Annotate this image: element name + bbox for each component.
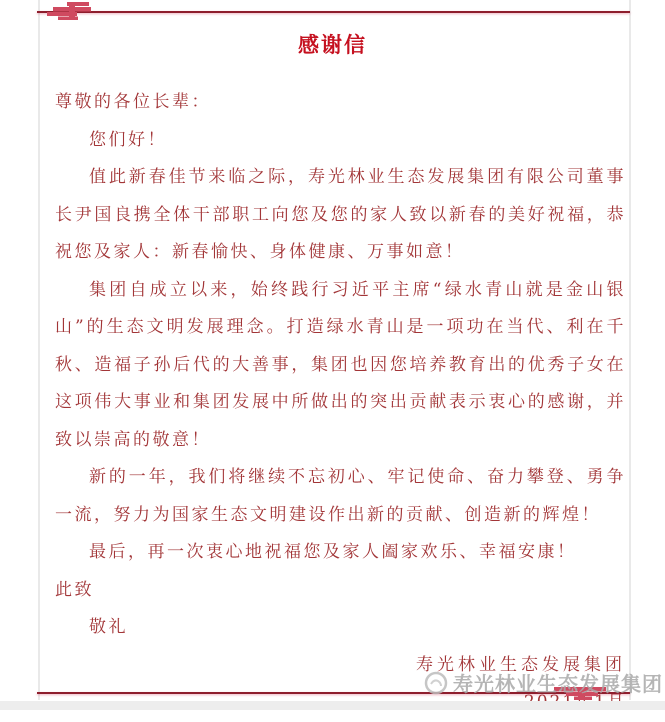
page-left-edge bbox=[38, 0, 40, 700]
signature: 寿光林业生态发展集团 bbox=[416, 654, 626, 675]
closing-cizhi: 此致 bbox=[55, 579, 94, 600]
paragraph-new-year-wishes: 值此新春佳节来临之际，寿光林业生态发展集团有限公司董事长尹国良携全体干部职工向您及您的家人致以新春的美好祝福，恭祝您及家人：新春愉快、身体健康、万事如意！ bbox=[55, 167, 626, 262]
watermark bbox=[424, 668, 663, 697]
page-edge-shadow bbox=[0, 701, 665, 710]
top-rule bbox=[37, 11, 630, 13]
letterhead-emblem-icon bbox=[45, 2, 105, 22]
paragraph-final-blessing: 最后，再一次衷心地祝福您及家人阖家欢乐、幸福安康！ bbox=[89, 542, 577, 562]
paragraph-new-year-resolve: 新的一年，我们将继续不忘初心、牢记使命、奋力攀登、勇争一流，努力为国家生态文明建设作出新的贡献、创造新的辉煌！ bbox=[55, 467, 626, 525]
paragraph-group-philosophy: 集团自成立以来，始终践行习近平主席“绿水青山就是金山银山”的生态文明发展理念。打造绿水青山是一项功在当代、利在千秋、造福子孙后代的大善事，集团也因您培养教育出的优秀子女在这项伟大事业和集团发展中所做出的突出贡献表示衷心的感谢，并致以崇高的敬意！ bbox=[55, 279, 626, 450]
closing-jingli: 敬礼 bbox=[89, 617, 128, 637]
page-right-edge bbox=[629, 0, 631, 700]
salutation: 尊敬的各位长辈： bbox=[55, 92, 211, 112]
letter-title: 感谢信 bbox=[298, 33, 367, 57]
watermark-text: 寿光林业生态发展集团 bbox=[453, 672, 663, 696]
letter-body bbox=[55, 84, 626, 722]
watermark-logo-icon bbox=[424, 671, 448, 695]
paragraph-greeting: 您们好！ bbox=[89, 129, 167, 150]
